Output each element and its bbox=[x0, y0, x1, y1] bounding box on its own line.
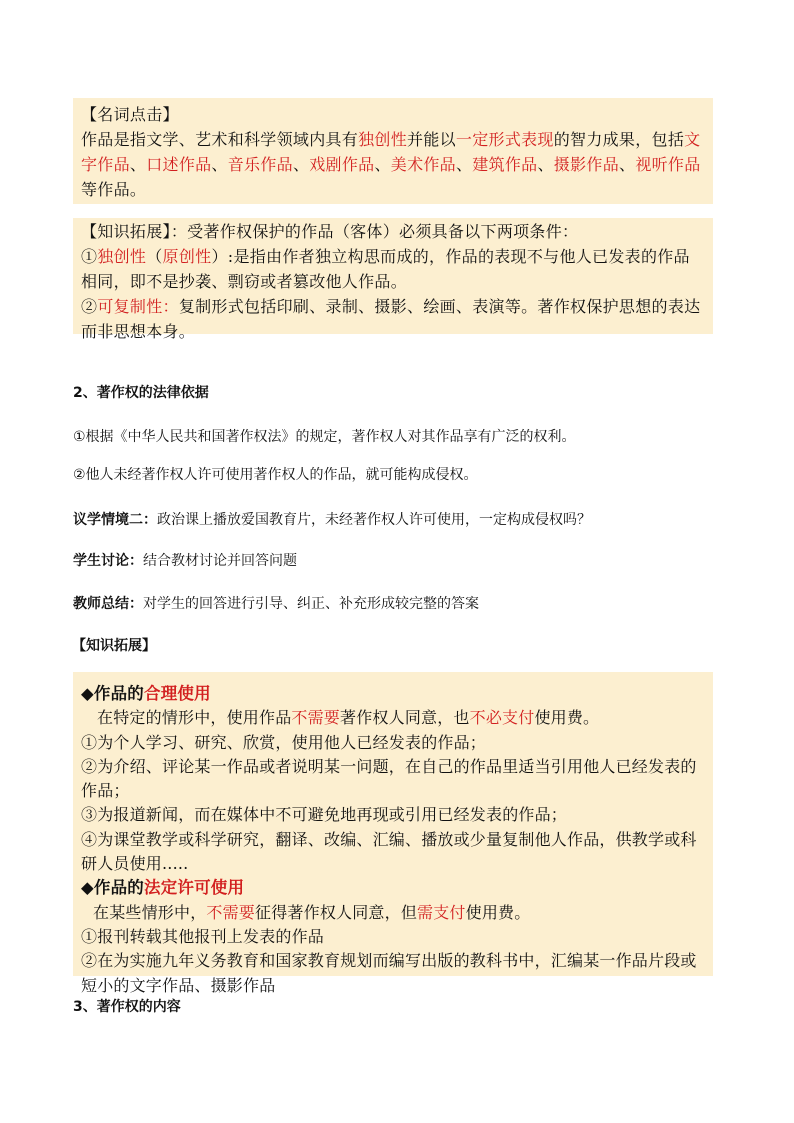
list-item: ①报刊转载其他报刊上发表的作品 bbox=[81, 926, 325, 946]
summary-text: 对学生的回答进行引导、纠正、补充形成较完整的答案 bbox=[143, 596, 479, 612]
text-part: 在特定的情形中，使用作品 bbox=[97, 708, 292, 728]
definition-text-part: 的智力成果，包括 bbox=[553, 130, 685, 149]
fair-use-heading bbox=[81, 682, 705, 706]
usage-box bbox=[73, 672, 713, 995]
separator: 、 bbox=[537, 155, 554, 174]
scenario-text: 政治课上播放爱国教育片，未经著作权人许可使用，一定构成侵权吗？ bbox=[157, 512, 591, 528]
separator: 、 bbox=[455, 155, 473, 174]
list-item: ①为个人学习、研究、欣赏，使用他人已经发表的作品； bbox=[81, 732, 487, 752]
statutory-license-heading bbox=[81, 876, 705, 900]
condition-number: ② bbox=[81, 297, 98, 316]
statutory-heading-prefix: ◆作品的 bbox=[81, 878, 144, 898]
keyword-art-works: 美术作品 bbox=[390, 155, 456, 174]
condition-text: :是指由作者独立构思而成的，作品的表现不与他人已发表的作品相同，即不是抄袭、剽窃或者篡改他人作品。 bbox=[81, 247, 690, 291]
separator: 、 bbox=[292, 155, 310, 174]
keyword-music-works: 音乐作品 bbox=[227, 155, 293, 174]
conditions-box bbox=[73, 218, 713, 341]
section-2-title: 2、著作权的法律依据 bbox=[73, 385, 209, 401]
fair-use-description bbox=[81, 706, 705, 730]
condition-number: ① bbox=[81, 247, 98, 266]
text-part: 使用费。 bbox=[534, 708, 600, 728]
conditions-intro bbox=[81, 219, 705, 244]
extension-heading: 【知识拓展】 bbox=[72, 638, 156, 654]
text-part: 征得著作权人同意，但 bbox=[255, 902, 418, 922]
definition-box bbox=[73, 98, 713, 204]
keyword-architecture-works: 建筑作品 bbox=[472, 155, 538, 174]
definition-text-part: 等作品。 bbox=[81, 180, 147, 199]
list-item: ④为课堂教学或科学研究，翻译、改编、汇编、播放或少量复制他人作品，供教学或科研人员使用..... bbox=[81, 829, 697, 874]
keyword-oral-works: 口述作品 bbox=[146, 155, 212, 174]
definition-text-part: 并能以 bbox=[407, 130, 456, 149]
list-item: ③为报道新闻，而在媒体中不可避免地再现或引用已经发表的作品； bbox=[81, 805, 568, 825]
definition-text bbox=[81, 127, 705, 202]
condition-text: 复制形式包括印刷、录制、摄影、绘画、表演等。著作权保护思想的表达而非思想本身。 bbox=[81, 297, 701, 341]
discussion-label: 学生讨论： bbox=[73, 553, 143, 569]
summary-line bbox=[73, 594, 479, 614]
legal-basis-item-2: ②他人未经著作权人许可使用著作权人的作品，就可能构成侵权。 bbox=[73, 467, 478, 483]
separator: 、 bbox=[211, 155, 228, 174]
list-item: ②在为实施九年义务教育和国家教育规划而编写出版的教科书中，汇编某一作品片段或短小的文字作品、摄影作品 bbox=[81, 951, 697, 995]
text-part: 使用费。 bbox=[465, 902, 531, 922]
keyword-photo-works: 摄影作品 bbox=[553, 155, 619, 174]
keyword-creativity: 原创性 bbox=[162, 247, 212, 266]
keyword-form: 一定形式表现 bbox=[455, 130, 554, 149]
statutory-keyword: 法定许可使用 bbox=[144, 878, 245, 898]
summary-label: 教师总结： bbox=[73, 596, 143, 612]
keyword-originality: 独创性 bbox=[358, 130, 408, 149]
text-part: 著作权人同意，也 bbox=[340, 708, 470, 728]
conditions-heading: 【知识拓展】 bbox=[81, 222, 171, 241]
keyword-originality: 独创性 bbox=[97, 247, 147, 266]
scenario-line bbox=[73, 510, 591, 530]
statutory-description bbox=[81, 901, 705, 925]
conditions-intro-text: ：受著作权保护的作品（客体）必须具备以下两项条件： bbox=[170, 222, 579, 241]
legal-basis-item-1: ①根据《中华人民共和国著作权法》的规定，著作权人对其作品享有广泛的权利。 bbox=[73, 429, 576, 445]
list-item: ②为介绍、评论某一作品或者说明某一问题，在自己的作品里适当引用他人已经发表的作品； bbox=[81, 756, 697, 801]
keyword-fee-required: 需支付 bbox=[417, 902, 466, 922]
keyword-no-fee: 不必支付 bbox=[469, 708, 535, 728]
discussion-text: 结合教材讨论并回答问题 bbox=[143, 553, 297, 569]
definition-heading: 【名词点击】 bbox=[81, 105, 179, 124]
keyword-audiovisual-works: 视听作品 bbox=[635, 155, 701, 174]
fair-use-heading-prefix: ◆作品的 bbox=[81, 684, 144, 703]
discussion-line bbox=[73, 551, 297, 571]
keyword-reproducibility: 可复制性： bbox=[97, 297, 179, 316]
separator: 、 bbox=[129, 155, 147, 174]
keyword-drama-works: 戏剧作品 bbox=[309, 155, 375, 174]
separator: 、 bbox=[619, 155, 636, 174]
separator: 、 bbox=[374, 155, 391, 174]
keyword-no-consent: 不需要 bbox=[291, 708, 341, 728]
text-part: 在某些情形中， bbox=[93, 902, 207, 922]
scenario-label: 议学情境二： bbox=[73, 512, 157, 528]
condition-reproducibility bbox=[81, 294, 705, 344]
fair-use-keyword: 合理使用 bbox=[144, 684, 211, 703]
paren: ） bbox=[211, 247, 228, 266]
section-3-title: 3、著作权的内容 bbox=[73, 999, 181, 1015]
definition-text-part: 作品是指文学、艺术和科学领域内具有 bbox=[81, 130, 359, 149]
condition-originality bbox=[81, 244, 705, 294]
keyword-no-consent: 不需要 bbox=[206, 902, 256, 922]
paren: （ bbox=[146, 247, 163, 266]
keyword-written-works: 文字作品 bbox=[81, 130, 701, 174]
